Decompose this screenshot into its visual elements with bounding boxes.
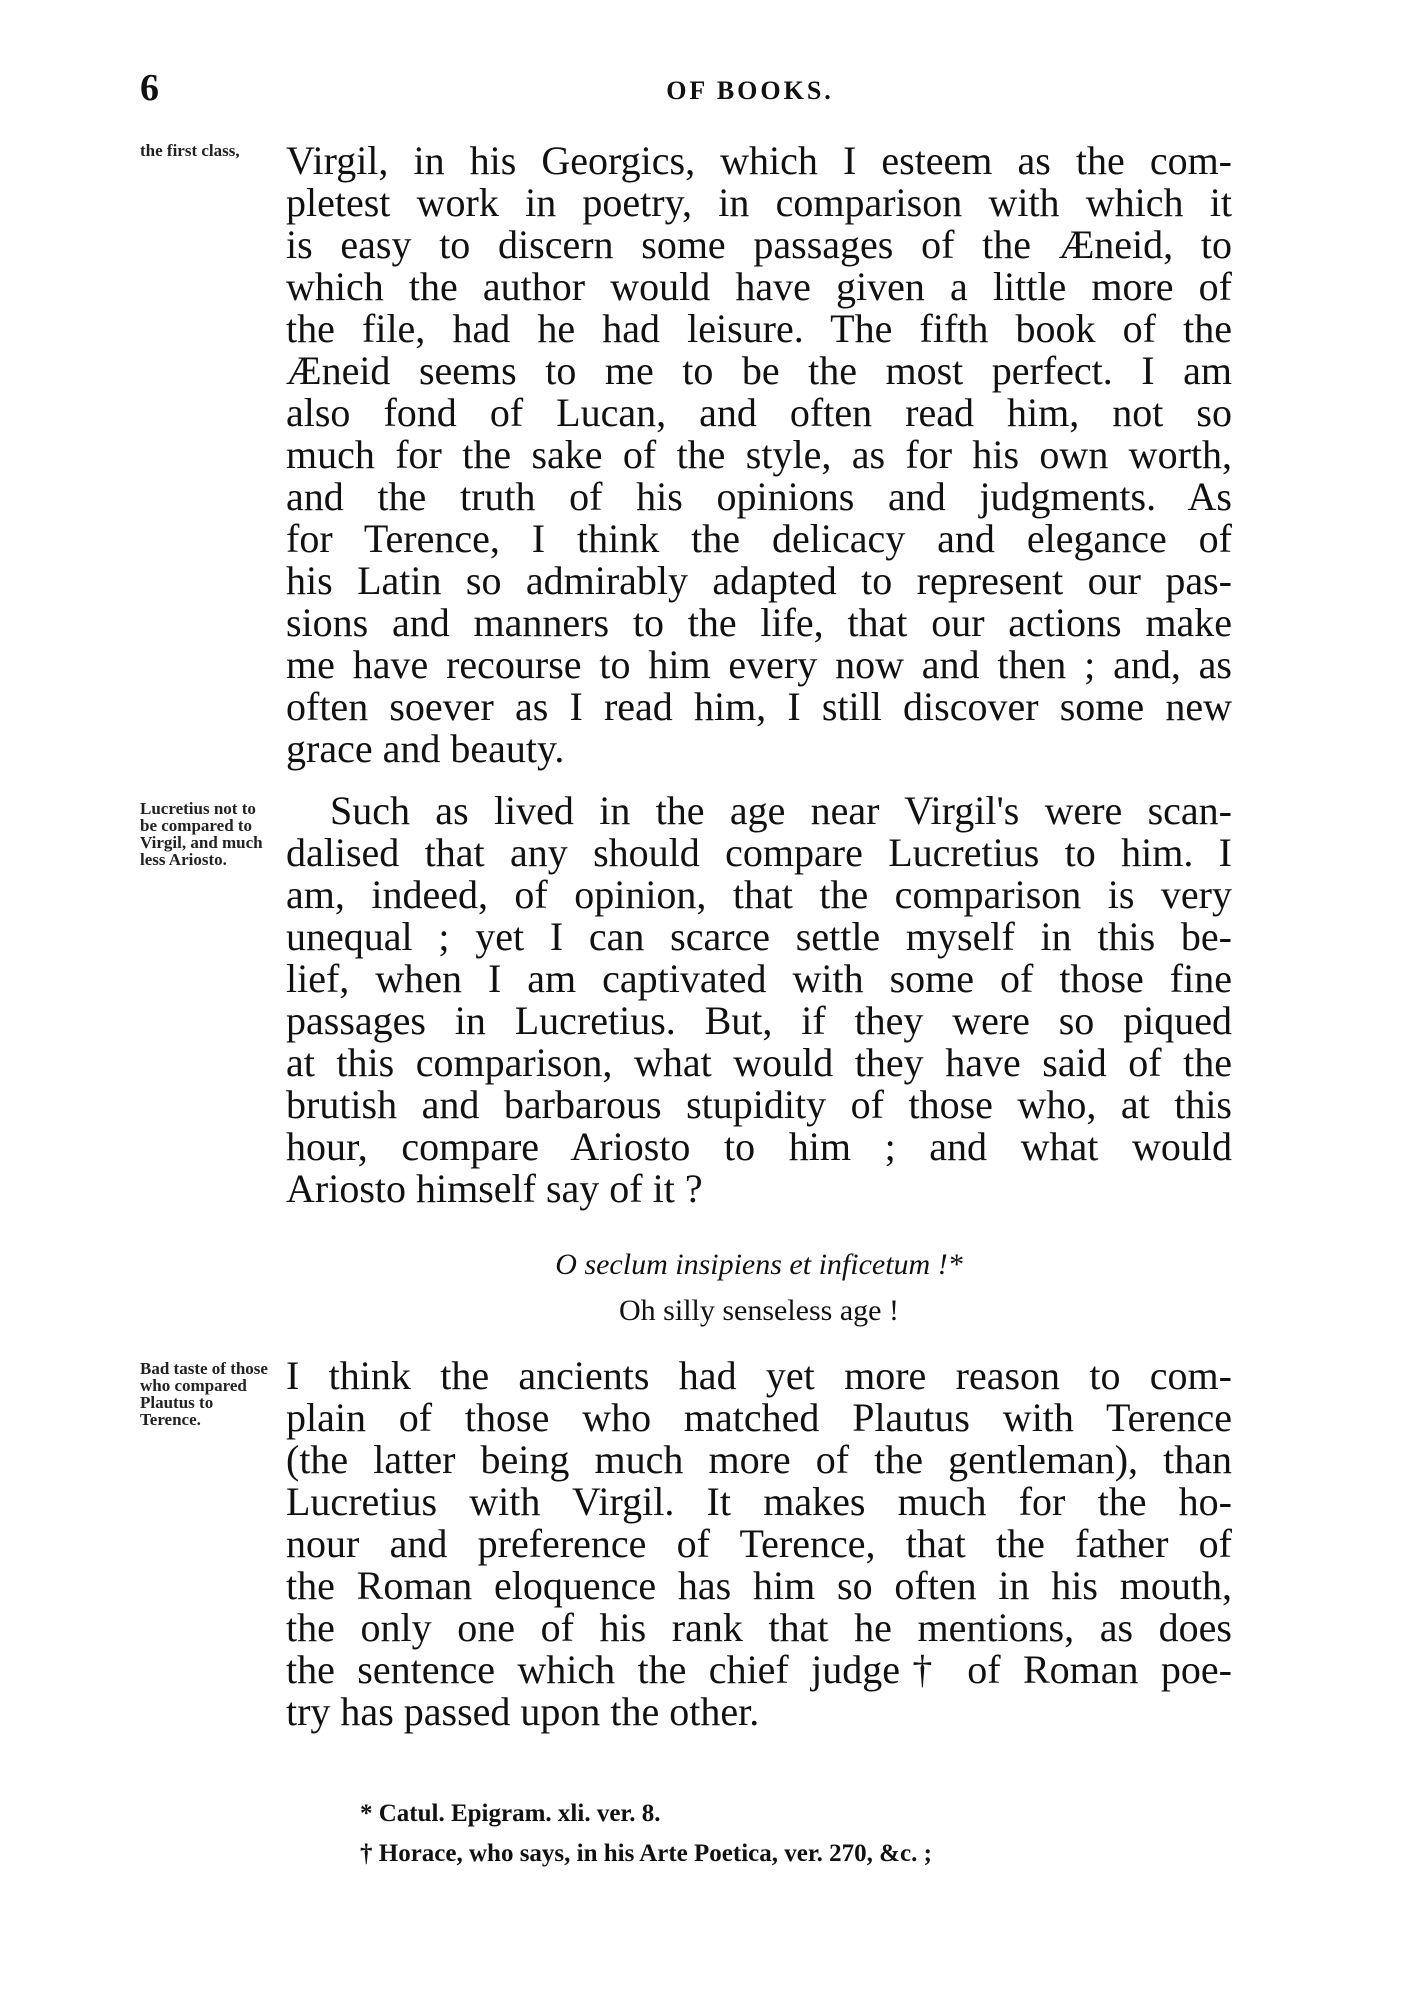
footnote: † Horace, who says, in his Arte Poetica, ver. 270, &c. ; [360, 1840, 932, 1867]
text-line: which the author would have given a little more of [286, 264, 1232, 309]
text-line: also fond of Lucan, and often read him, not so [286, 390, 1232, 435]
text-line: Æneid seems to me to be the most perfect. I am [286, 348, 1232, 393]
text-line: pletest work in poetry, in comparison with which it [286, 180, 1232, 225]
quote-latin: O seclum insipiens et inficetum !* [555, 1248, 963, 1281]
text-line: am, indeed, of opinion, that the comparison is very [286, 872, 1232, 917]
text-line: the Roman eloquence has him so often in his mouth, [286, 1563, 1232, 1608]
text-line: Such as lived in the age near Virgil's were scan- [330, 788, 1232, 833]
margin-note-bad-taste: Bad taste of those who compared Plautus to Terence. [140, 1359, 268, 1429]
text-line: Ariosto himself say of it ? [286, 1166, 703, 1211]
text-line: for Terence, I think the delicacy and elegance of [286, 516, 1232, 561]
text-line: and the truth of his opinions and judgments. As [286, 474, 1232, 519]
text-line: sions and manners to the life, that our actions make [286, 600, 1232, 645]
running-head: OF BOOKS. [666, 76, 834, 105]
text-line: nour and preference of Terence, that the father of [286, 1521, 1232, 1566]
margin-note-lucretius: Lucretius not to be compared to Virgil, and much less Ariosto. [140, 799, 263, 869]
text-line: hour, compare Ariosto to him ; and what would [286, 1124, 1232, 1169]
text-line: lief, when I am captivated with some of those fine [286, 956, 1232, 1001]
text-line: unequal ; yet I can scarce settle myself in this be- [286, 914, 1232, 959]
text-line: the only one of his rank that he mentions, as does [286, 1605, 1232, 1650]
text-line: is easy to discern some passages of the Æneid, to [286, 222, 1232, 267]
text-line: grace and beauty. [286, 726, 565, 771]
text-line: the sentence which the chief judge† of Roman poe- [286, 1647, 1232, 1692]
text-line: (the latter being much more of the gentleman), than [286, 1437, 1232, 1482]
text-line: I think the ancients had yet more reason to com- [286, 1353, 1232, 1398]
text-line: dalised that any should compare Lucretius to him. I [286, 830, 1232, 875]
text-line: often soever as I read him, I still discover some new [286, 684, 1232, 729]
margin-note-first-class: the first class, [140, 141, 240, 160]
text-line: passages in Lucretius. But, if they were so piqued [286, 998, 1232, 1043]
text-line: his Latin so admirably adapted to represent our pas- [286, 558, 1232, 603]
text-line: the file, had he had leisure. The fifth book of the [286, 306, 1232, 351]
text-line: plain of those who matched Plautus with Terence [286, 1395, 1232, 1440]
text-line: me have recourse to him every now and then ; and, as [286, 642, 1232, 687]
quote-english: Oh silly senseless age ! [619, 1294, 899, 1327]
text-line: at this comparison, what would they have said of the [286, 1040, 1232, 1085]
text-line: Virgil, in his Georgics, which I esteem as the com- [286, 138, 1232, 183]
page-number: 6 [140, 67, 159, 109]
footnote: * Catul. Epigram. xli. ver. 8. [360, 1800, 661, 1827]
text-line: try has passed upon the other. [286, 1689, 760, 1734]
text-line: brutish and barbarous stupidity of those who, at this [286, 1082, 1232, 1127]
text-line: much for the sake of the style, as for his own worth, [286, 432, 1232, 477]
text-line: Lucretius with Virgil. It makes much for the ho- [286, 1479, 1232, 1524]
